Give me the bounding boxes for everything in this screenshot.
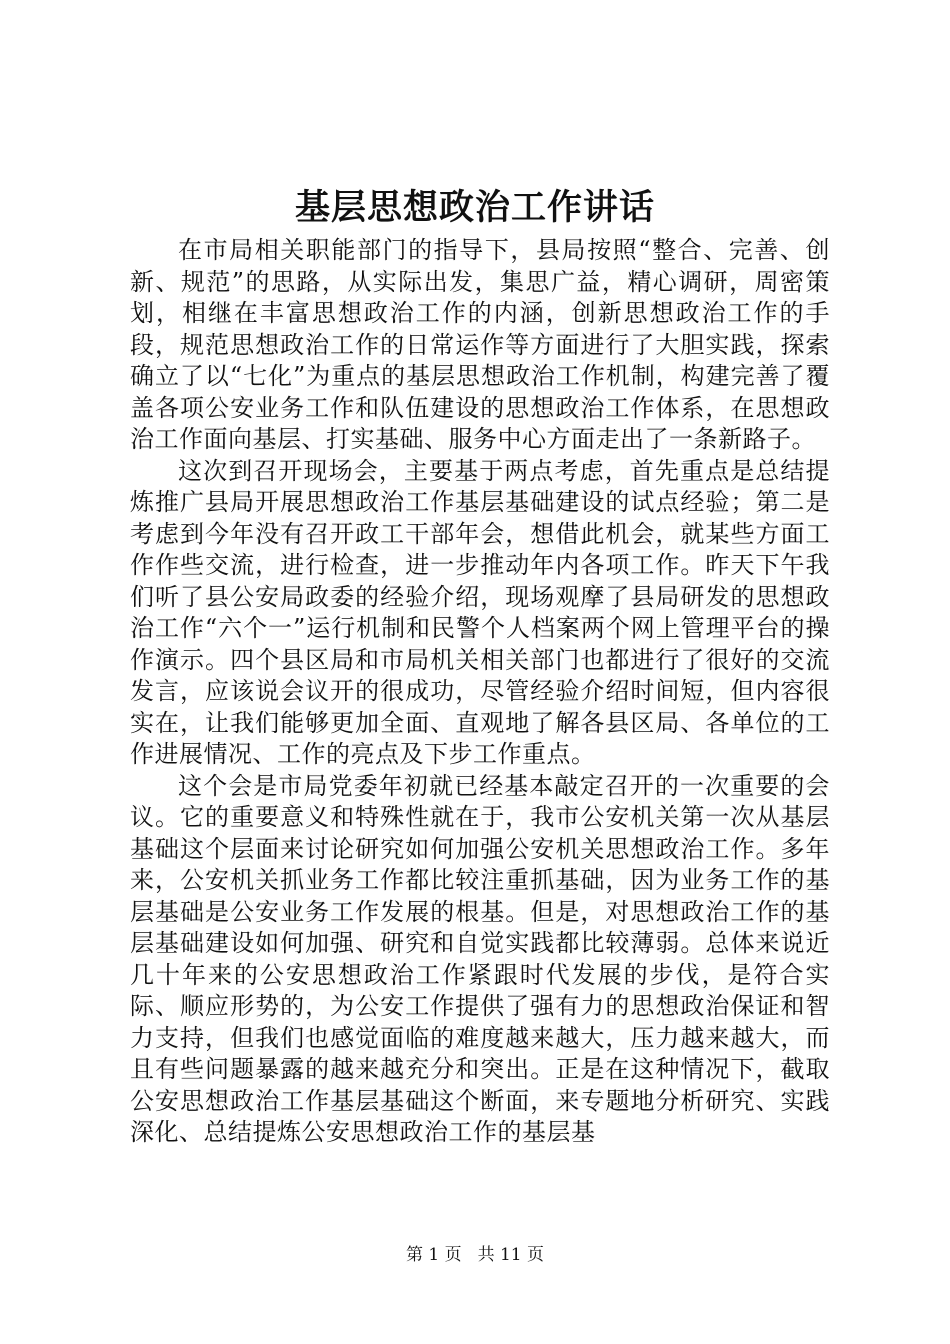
paragraph-2: 这次到召开现场会，主要基于两点考虑，首先重点是总结提炼推广县局开展思想政治工作基层基础建设的试点经验；第二是考虑到今年没有召开政工干部年会，想借此机会，就某些方面工作作些交流，进行检查，进一步推动年内各项工作。昨天下午我们听了县公安局政委的经验介绍，现场观摩了县局研发的思想政治工作“六个一”运行机制和民警个人档案两个网上管理平台的操作演示。四个县区局和市局机关相关部门也都进行了很好的交流发言，应该说会议开的很成功，尽管经验介绍时间短，但内容很实在，让我们能够更加全面、直观地了解各县区局、各单位的工作进展情况、工作的亮点及下步工作重点。 <box>130 456 830 768</box>
paragraph-1: 在市局相关职能部门的指导下，县局按照“整合、完善、创新、规范”的思路，从实际出发，集思广益，精心调研，周密策划，相继在丰富思想政治工作的内涵，创新思想政治工作的手段，规范思想政治工作的日常运作等方面进行了大胆实践，探索确立了以“七化”为重点的基层思想政治工作机制，构建完善了覆盖各项公安业务工作和队伍建设的思想政治工作体系，在思想政治工作面向基层、打实基础、服务中心方面走出了一条新路子。 <box>130 236 830 453</box>
paragraph-3: 这个会是市局党委年初就已经基本敲定召开的一次重要的会议。它的重要意义和特殊性就在于，我市公安机关第一次从基层基础这个层面来讨论研究如何加强公安机关思想政治工作。多年来，公安机关抓业务工作都比较注重抓基础，因为业务工作的基层基础是公安业务工作发展的根基。但是，对思想政治工作的基层基础建设如何加强、研究和自觉实践都比较薄弱。总体来说近几十年来的公安思想政治工作紧跟时代发展的步伐，是符合实际、顺应形势的，为公安工作提供了强有力的思想政治保证和智力支持，但我们也感觉面临的难度越来越大，压力越来越大，而且有些问题暴露的越来越充分和突出。正是在这种情况下，截取公安思想政治工作基层基础这个断面，来专题地分析研究、实践深化、总结提炼公安思想政治工作的基层基 <box>130 771 830 1146</box>
document-body <box>130 235 830 1149</box>
page-title: 基层思想政治工作讲话 <box>294 187 655 228</box>
page-footer <box>0 1243 950 1267</box>
page-total: 共 11 页 <box>477 1245 545 1265</box>
page-number: 第 1 页 <box>405 1245 462 1265</box>
